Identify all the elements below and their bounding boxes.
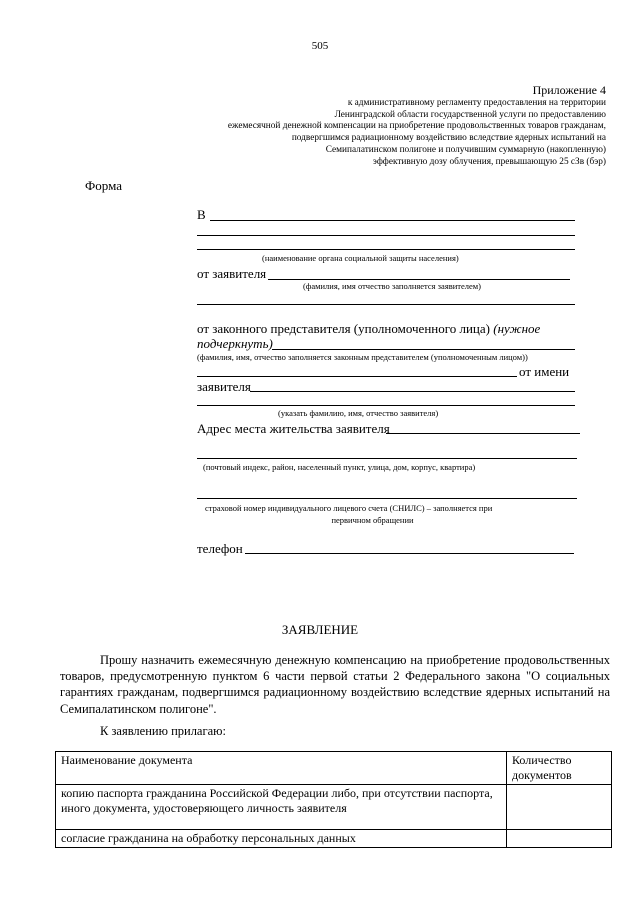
to-prefix: В [197,207,206,222]
table-cell[interactable] [507,785,612,830]
statement-body [60,652,610,717]
representative-note: подчеркнуть) [197,336,273,351]
page-number: 505 [311,40,329,52]
snils-caption-2: первичном обращении [331,515,414,525]
applicant-name-caption: (указать фамилию, имя, отчество заявителя) [278,408,439,418]
address-caption: (почтовый индекс, район, населенный пункт, улица, дом, корпус, квартира) [203,462,476,472]
authority-line[interactable] [197,235,575,236]
appendix-line: ежемесячной денежной компенсации на приобретение продовольственных товаров гражданам, [227,121,606,132]
applicant-line[interactable] [197,304,575,305]
representative-caption: (фамилия, имя, отчество заполняется законным представителем (уполномоченным лицом)) [197,352,528,362]
table-header-row [56,752,612,785]
representative-label: от законного представителя (уполномоченного лица) (нужное [197,321,541,336]
appendix-line: Семипалатинском полигоне и получившим суммарную (накопленную) [325,144,606,155]
attach-label: К заявлению прилагаю: [100,724,226,738]
table-cell: согласие гражданина на обработку персональных данных [56,830,507,848]
representative-line[interactable] [272,349,575,350]
applicant-word: заявителя [197,379,251,394]
address-line-2[interactable] [197,458,577,459]
applicant-caption: (фамилия, имя отчество заполняется заявителем) [303,281,481,291]
appendix-description [146,98,606,168]
appendix-line: эффективную дозу облучения, превышающую 25 сЗв (бэр) [372,156,606,167]
table-row [56,830,612,848]
snils-line[interactable] [197,498,577,499]
table-row [56,785,612,830]
appendix-line: Ленинградской области государственной услуги по предоставлению [334,109,606,120]
phone-line[interactable] [245,553,574,554]
on-behalf-line[interactable] [250,391,575,392]
from-applicant-label: от заявителя [197,266,267,281]
table-header-cell: Количество документов [507,752,612,785]
appendix-title: Приложение 4 [532,83,606,97]
appendix-line: подвергшимся радиационному воздействию вследствие ядерных испытаний на [291,133,606,144]
form-label: Форма [85,178,122,193]
authority-line[interactable] [197,249,575,250]
documents-table [55,751,612,848]
table-cell[interactable] [507,830,612,848]
on-behalf-label: от имени [519,364,570,379]
table-header-cell: Наименование документа [56,752,507,785]
snils-caption: страховой номер индивидуального лицевого счета (СНИЛС) – заполняется при [205,503,493,513]
authority-caption: (наименование органа социальной защиты населения) [262,253,459,263]
statement-title: ЗАЯВЛЕНИЕ [281,622,359,637]
authority-line[interactable] [210,220,575,221]
on-behalf-line-2[interactable] [197,405,575,406]
phone-label: телефон [197,541,243,556]
representative-name-line[interactable] [197,376,517,377]
applicant-name-line[interactable] [268,279,570,280]
table-cell: копию паспорта гражданина Российской Федерации либо, при отсутствии паспорта, иного документа, удостоверяющего личность заявителя [56,785,507,830]
statement-paragraph: Прошу назначить ежемесячную денежную компенсацию на приобретение продовольственных товаров, предусмотренную пунктом 6 части первой статьи 2 Федерального закона "О социальных гарантиях гражданам, подвергшимся радиационному воздействию вследствие ядерных испытаний на Семипалатинском полигоне". [60,653,610,716]
appendix-line: к административному регламенту предоставления на территории [347,98,606,108]
address-line[interactable] [386,433,580,434]
address-label: Адрес места жительства заявителя [197,421,390,436]
